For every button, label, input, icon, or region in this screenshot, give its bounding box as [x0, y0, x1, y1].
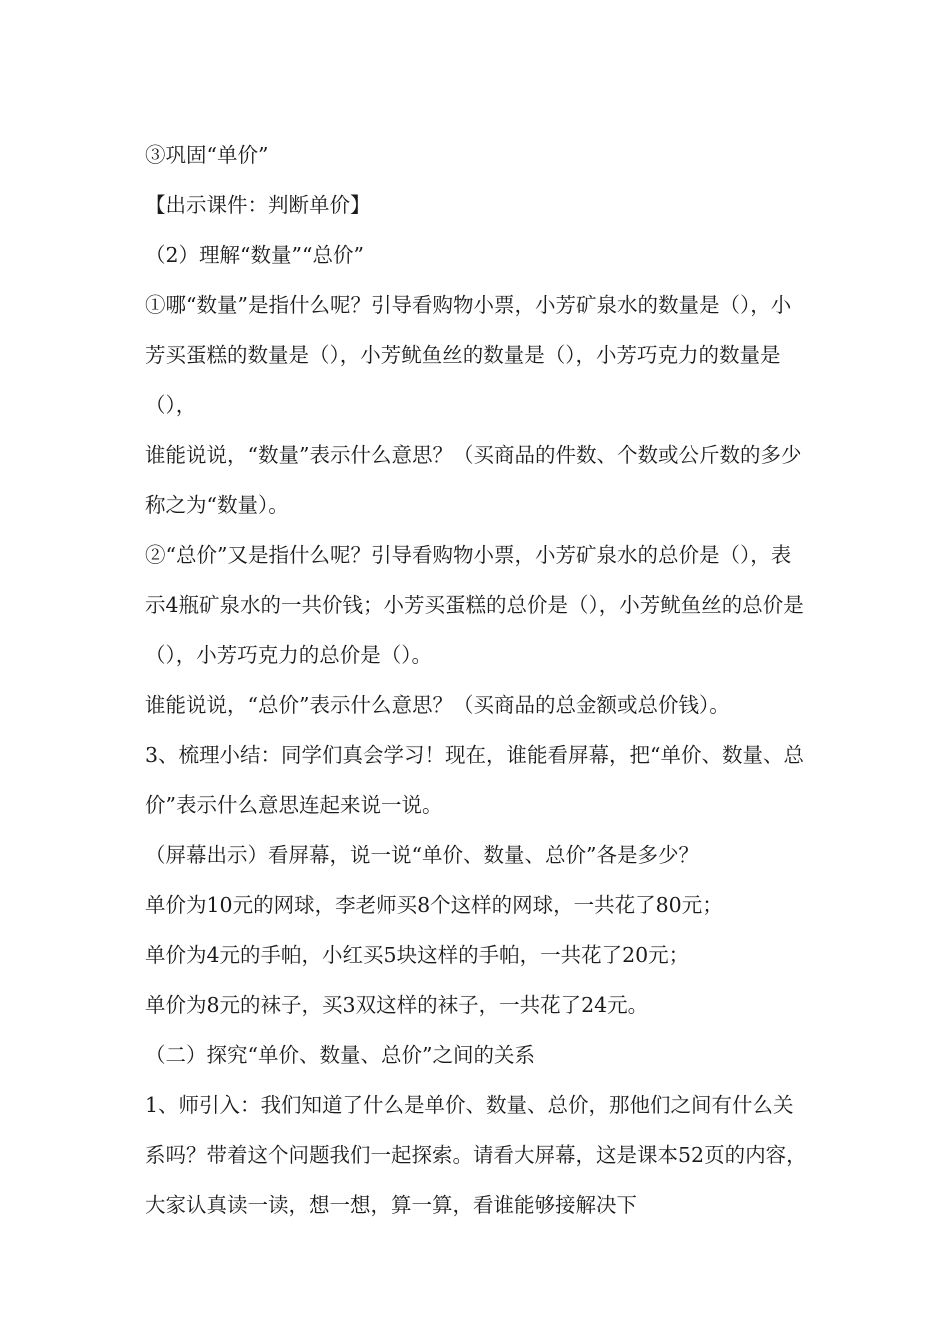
paragraph-quantity-meaning: 谁能说说，“数量”表示什么意思？（买商品的件数、个数或公斤数的多少称之为“数量）。 — [145, 443, 802, 517]
paragraph-quantity-question: ①哪“数量”是指什么呢？引导看购物小票，小芳矿泉水的数量是（），小芳买蛋糕的数量是（），小芳鱿鱼丝的数量是（），小芳巧克力的数量是（）， — [145, 293, 792, 417]
paragraph-total-price-question: ②“总价”又是指什么呢？引导看购物小票，小芳矿泉水的总价是（），表示4瓶矿泉水的一共价钱；小芳买蛋糕的总价是（），小芳鱿鱼丝的总价是（），小芳巧克力的总价是（）。 — [145, 543, 804, 667]
paragraph-example-handkerchief: 单价为4元的手帕，小红买5块这样的手帕，一共花了20元； — [145, 943, 690, 967]
document-body — [145, 130, 810, 1230]
paragraph-understand-quantity-total: （2）理解“数量”“总价” — [145, 243, 364, 267]
paragraph-example-socks: 单价为8元的袜子，买3双这样的袜子，一共花了24元。 — [145, 993, 649, 1017]
paragraph-summary: 3、梳理小结：同学们真会学习！现在，谁能看屏幕，把“单价、数量、总价”表示什么意思连起来说一说。 — [145, 743, 805, 817]
paragraph-example-tennis: 单价为10元的网球，李老师买8个这样的网球，一共花了80元； — [145, 893, 723, 917]
paragraph-show-courseware: 【出示课件：判断单价】 — [145, 193, 371, 217]
paragraph-teacher-intro: 1、师引入：我们知道了什么是单价、数量、总价，那他们之间有什么关系吗？带着这个问题我们一起探索。请看大屏幕，这是课本52页的内容，大家认真读一读，想一想，算一算，看谁能够接解决下 — [145, 1093, 807, 1217]
paragraph-consolidate-unit-price: ③巩固“单价” — [145, 143, 269, 167]
paragraph-total-price-meaning: 谁能说说，“总价”表示什么意思？（买商品的总金额或总价钱）。 — [145, 693, 730, 717]
paragraph-explore-relationship: （二）探究“单价、数量、总价”之间的关系 — [145, 1043, 535, 1067]
paragraph-screen-display: （屏幕出示）看屏幕，说一说“单价、数量、总价”各是多少？ — [145, 843, 699, 867]
